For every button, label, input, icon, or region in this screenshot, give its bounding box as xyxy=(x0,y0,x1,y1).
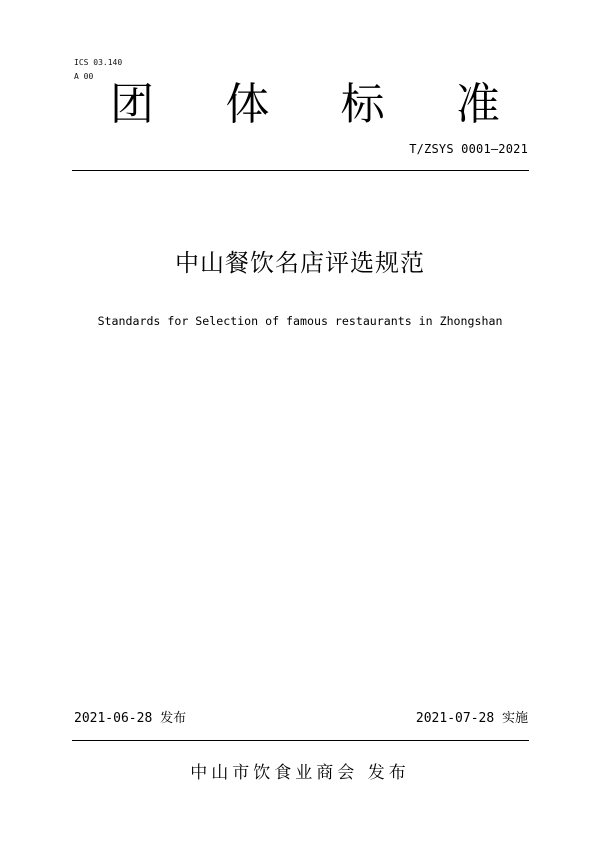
category-char-3: 标 xyxy=(340,79,385,130)
publisher: 中山市饮食业商会 发布 xyxy=(190,763,410,783)
header-divider xyxy=(72,170,529,171)
ccs-code: A 00 xyxy=(74,72,94,81)
category-char-4: 准 xyxy=(455,79,500,130)
category-char-1: 团 xyxy=(110,79,154,130)
issue-date: 2021-06-28 发布 xyxy=(74,711,187,726)
footer-divider xyxy=(72,740,529,741)
category-char-2: 体 xyxy=(225,79,270,130)
standard-category-title xyxy=(110,80,500,130)
implementation-date: 2021-07-28 实施 xyxy=(415,711,528,726)
document-title: 中山餐饮名店评选规范 xyxy=(175,249,425,277)
document-title-english: Standards for Selection of famous restaurants in Zhongshan xyxy=(97,314,503,328)
standard-number: T/ZSYS 0001—2021 xyxy=(409,142,528,156)
ics-code: ICS 03.140 xyxy=(74,58,123,67)
